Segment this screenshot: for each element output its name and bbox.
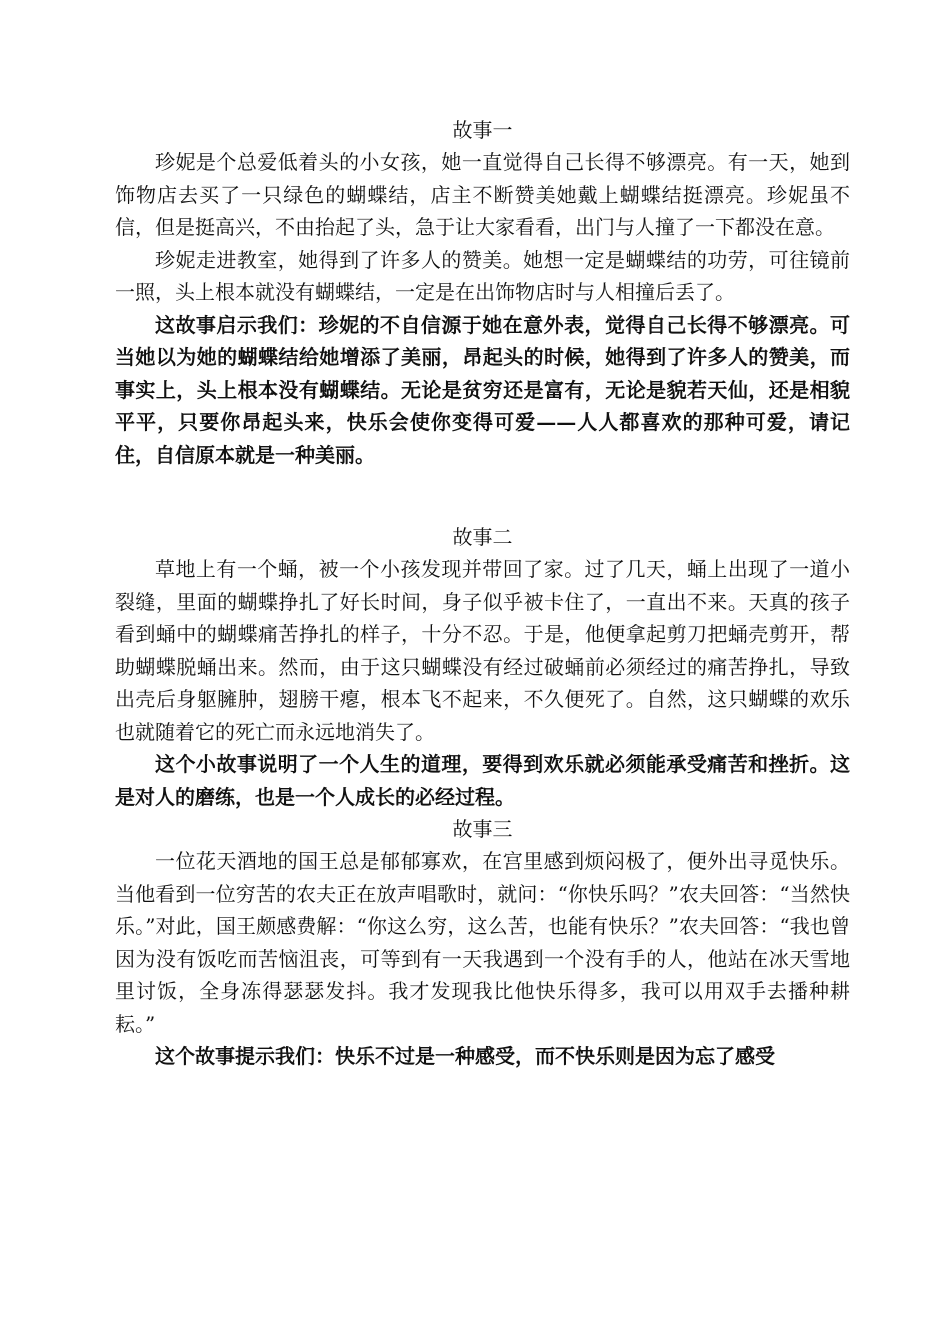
story-paragraph: 草地上有一个蛹，被一个小孩发现并带回了家。过了几天，蛹上出现了一道小裂缝，里面的蝴蝶挣扎了好长时间，身子似乎被卡住了，一直出不来。天真的孩子看到蛹中的蝴蝶痛苦挣扎的样子，十分不忍。于是，他便拿起剪刀把蛹壳剪开，帮助蝴蝶脱蛹出来。然而，由于这只蝴蝶没有经过破蛹前必须经过的痛苦挣扎，导致出壳后身躯臃肿，翅膀干瘪，根本飞不起来，不久便死了。自然，这只蝴蝶的欢乐也就随着它的死亡而永远地消失了。 (115, 557, 850, 744)
section-spacer (115, 471, 850, 521)
story-paragraph: 一位花天酒地的国王总是郁郁寡欢，在宫里感到烦闷极了，便外出寻觅快乐。当他看到一位穷苦的农夫正在放声唱歌时，就问：“你快乐吗？”农夫回答：“当然快乐。”对此，国王颇感费解：“你这么穷，这么苦，也能有快乐？”农夫回答：“我也曾因为没有饭吃而苦恼沮丧，可等到有一天我遇到一个没有手的人，他站在冰天雪地里讨饭，全身冻得瑟瑟发抖。我才发现我比他快乐得多，我可以用双手去播种耕耘。” (115, 849, 850, 1036)
story-title: 故事二 (452, 525, 513, 549)
story-2 (115, 521, 850, 813)
story-title: 故事一 (452, 118, 513, 142)
story-1 (115, 114, 850, 471)
story-paragraph: 珍妮是个总爱低着头的小女孩，她一直觉得自己长得不够漂亮。有一天，她到饰物店去买了一只绿色的蝴蝶结，店主不断赞美她戴上蝴蝶结挺漂亮。珍妮虽不信，但是挺高兴，不由抬起了头，急于让大家看看，出门与人撞了一下都没在意。 (115, 150, 850, 239)
document-page (115, 114, 850, 1073)
story-title: 故事三 (452, 817, 513, 841)
story-3 (115, 813, 850, 1073)
story-paragraph: 珍妮走进教室，她得到了许多人的赞美。她想一定是蝴蝶结的功劳，可往镜前一照，头上根本就没有蝴蝶结，一定是在出饰物店时与人相撞后丢了。 (115, 247, 850, 304)
story-moral: 这个故事提示我们：快乐不过是一种感受，而不快乐则是因为忘了感受 (155, 1044, 775, 1068)
story-moral: 这故事启示我们：珍妮的不自信源于她在意外表，觉得自己长得不够漂亮。可当她以为她的蝴蝶结给她增添了美丽，昂起头的时候，她得到了许多人的赞美，而事实上，头上根本没有蝴蝶结。无论是贫穷还是富有，无论是貌若天仙，还是相貌平平，只要你昂起头来，快乐会使你变得可爱——人人都喜欢的那种可爱，请记住，自信原本就是一种美丽。 (115, 312, 850, 467)
story-moral: 这个小故事说明了一个人生的道理，要得到欢乐就必须能承受痛苦和挫折。这是对人的磨练，也是一个人成长的必经过程。 (115, 752, 850, 809)
